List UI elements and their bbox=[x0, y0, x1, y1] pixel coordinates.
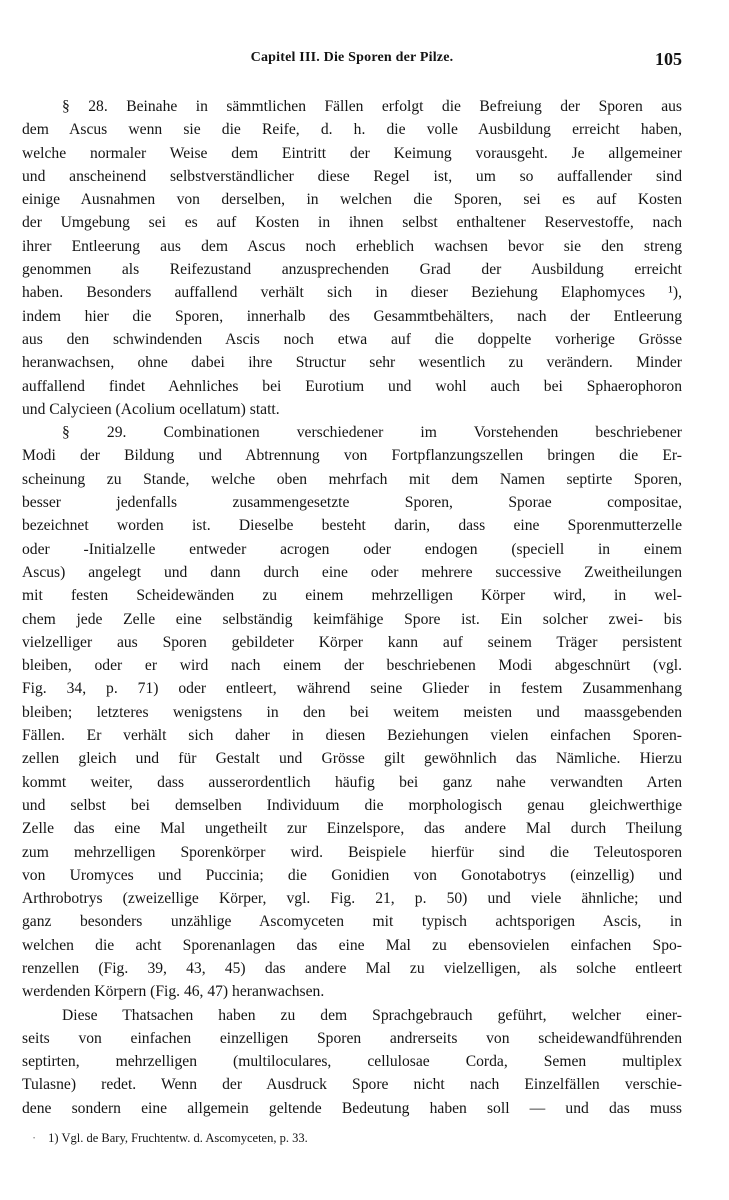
text-line: haben. Besonders auffallend verhält sich in dieser Beziehung Elaphomyces ¹), bbox=[22, 284, 682, 302]
text-line: chem jede Zelle eine selbständig keimfähige Spore ist. Ein solcher zwei- bis bbox=[22, 610, 682, 628]
text-line: oder -Initialzelle entweder acrogen oder endogen (speciell in einem bbox=[22, 540, 682, 558]
text-line: und anscheinend selbstverständlicher diese Regel ist, um so auffallender sind bbox=[22, 167, 682, 185]
text-line: kommt weiter, dass ausserordentlich häufig bei ganz nahe verwandten Arten bbox=[22, 773, 682, 791]
text-line: werdenden Körpern (Fig. 46, 47) heranwachsen. bbox=[22, 983, 325, 1001]
text-line: und Calycieen (Acolium ocellatum) statt. bbox=[22, 400, 280, 418]
running-title: Capitel III. Die Sporen der Pilze. bbox=[250, 50, 454, 65]
text-line: vielzelliger aus Sporen gebildeter Körper kann auf seinem Träger persistent bbox=[22, 633, 682, 651]
text-line: Fig. 34, p. 71) oder entleert, während seine Glieder in festem Zusammenhang bbox=[22, 680, 682, 698]
text-line: besser jedenfalls zusammengesetzte Sporen, Sporae compositae, bbox=[22, 494, 682, 512]
footnote-block bbox=[22, 1130, 682, 1146]
text-line: bleiben; letzteres wenigstens in den bei weitem meisten und maassgebenden bbox=[22, 703, 682, 721]
text-line: auffallend findet Aehnliches bei Eurotium und wohl auch bei Sphaerophoron bbox=[22, 377, 682, 395]
body-text bbox=[22, 95, 682, 1120]
text-line: Diese Thatsachen haben zu dem Sprachgebrauch geführt, welcher einer- bbox=[62, 1006, 682, 1024]
paragraph bbox=[22, 95, 682, 421]
text-line: septirten, mehrzelligen (multiloculares, cellulosae Corda, Semen multiplex bbox=[22, 1053, 682, 1071]
text-line: heranwachsen, ohne dabei ihre Structur sehr wesentlich zu verändern. Minder bbox=[22, 354, 682, 372]
text-line: dene sondern eine allgemein geltende Bedeutung haben soll — und das muss bbox=[22, 1099, 682, 1117]
text-line: von Uromyces und Puccinia; die Gonidien von Gonotabotrys (einzellig) und bbox=[22, 866, 682, 884]
text-line: und selbst bei demselben Individuum die morphologisch genau gleichwerthige bbox=[22, 796, 682, 814]
text-line: welchen die acht Sporenanlagen das eine Mal zu ebensovielen einfachen Spo- bbox=[22, 936, 682, 954]
text-line: Tulasne) redet. Wenn der Ausdruck Spore nicht nach Einzelfällen verschie- bbox=[22, 1076, 682, 1094]
text-line: mit festen Scheidewänden zu einem mehrzelligen Körper wird, in wel- bbox=[22, 587, 682, 605]
text-line: der Umgebung sei es auf Kosten in ihnen selbst enthaltener Reservestoffe, nach bbox=[22, 214, 682, 232]
paragraph bbox=[22, 1004, 682, 1120]
text-line: bezeichnet worden ist. Dieselbe besteht darin, dass eine Sporenmutterzelle bbox=[22, 517, 682, 535]
text-line: renzellen (Fig. 39, 43, 45) das andere Mal zu vielzelligen, als solche entleert bbox=[22, 959, 682, 977]
text-line: § 28. Beinahe in sämmtlichen Fällen erfolgt die Befreiung der Sporen aus bbox=[62, 98, 682, 115]
text-line: Zelle das eine Mal ungetheilt zur Einzelspore, das andere Mal durch Theilung bbox=[22, 820, 682, 838]
text-line: scheinung zu Stande, welche oben mehrfach mit dem Namen septirte Sporen, bbox=[22, 470, 682, 488]
paragraph bbox=[22, 421, 682, 1003]
text-line: aus den schwindenden Ascis noch etwa auf die doppelte vorherige Grösse bbox=[22, 330, 682, 348]
text-line: Modi der Bildung und Abtrennung von Fortpflanzungszellen bringen die Er- bbox=[22, 447, 682, 465]
text-line: welche normaler Weise dem Eintritt der Keimung vorausgeht. Je allgemeiner bbox=[22, 144, 682, 162]
text-line: § 29. Combinationen verschiedener im Vorstehenden beschriebener bbox=[62, 424, 682, 442]
footnote-mark: · bbox=[32, 1131, 37, 1145]
text-line: einige Ausnahmen von derselben, in welchen die Sporen, sei es auf Kosten bbox=[22, 191, 682, 209]
text-line: bleiben, oder er wird nach einem der beschriebenen Modi abgeschnürt (vgl. bbox=[22, 657, 682, 675]
text-line: genommen als Reifezustand anzusprechenden Grad der Ausbildung erreicht bbox=[22, 261, 682, 279]
footnote-text: 1) Vgl. de Bary, Fruchtentw. d. Ascomyceten, p. 33. bbox=[48, 1131, 308, 1145]
text-line: ihrer Entleerung aus dem Ascus noch erheblich wachsen bevor sie den streng bbox=[22, 237, 682, 255]
page-number: 105 bbox=[655, 49, 682, 69]
text-line: zum mehrzelligen Sporenkörper wird. Beispiele hierfür sind die Teleutosporen bbox=[22, 843, 682, 861]
text-line: indem hier die Sporen, innerhalb des Gesammtbehälters, nach der Entleerung bbox=[22, 307, 682, 325]
text-line: Fällen. Er verhält sich daher in diesen Beziehungen vielen einfachen Sporen- bbox=[22, 727, 682, 745]
running-head bbox=[22, 50, 682, 72]
text-line: ganz besonders unzählige Ascomyceten mit typisch achtsporigen Ascis, in bbox=[22, 913, 682, 931]
text-line: seits von einfachen einzelligen Sporen andrerseits von scheidewandführenden bbox=[22, 1029, 682, 1047]
text-line: Ascus) angelegt und dann durch eine oder mehrere successive Zweitheilungen bbox=[22, 563, 682, 581]
text-line: Arthrobotrys (zweizellige Körper, vgl. Fig. 21, p. 50) und viele ähnliche; und bbox=[22, 890, 682, 908]
text-line: dem Ascus wenn sie die Reife, d. h. die volle Ausbildung erreicht haben, bbox=[22, 121, 682, 139]
footnote bbox=[22, 1130, 682, 1146]
text-line: zellen gleich und für Gestalt und Grösse gilt gewöhnlich das Nämliche. Hierzu bbox=[22, 750, 682, 768]
